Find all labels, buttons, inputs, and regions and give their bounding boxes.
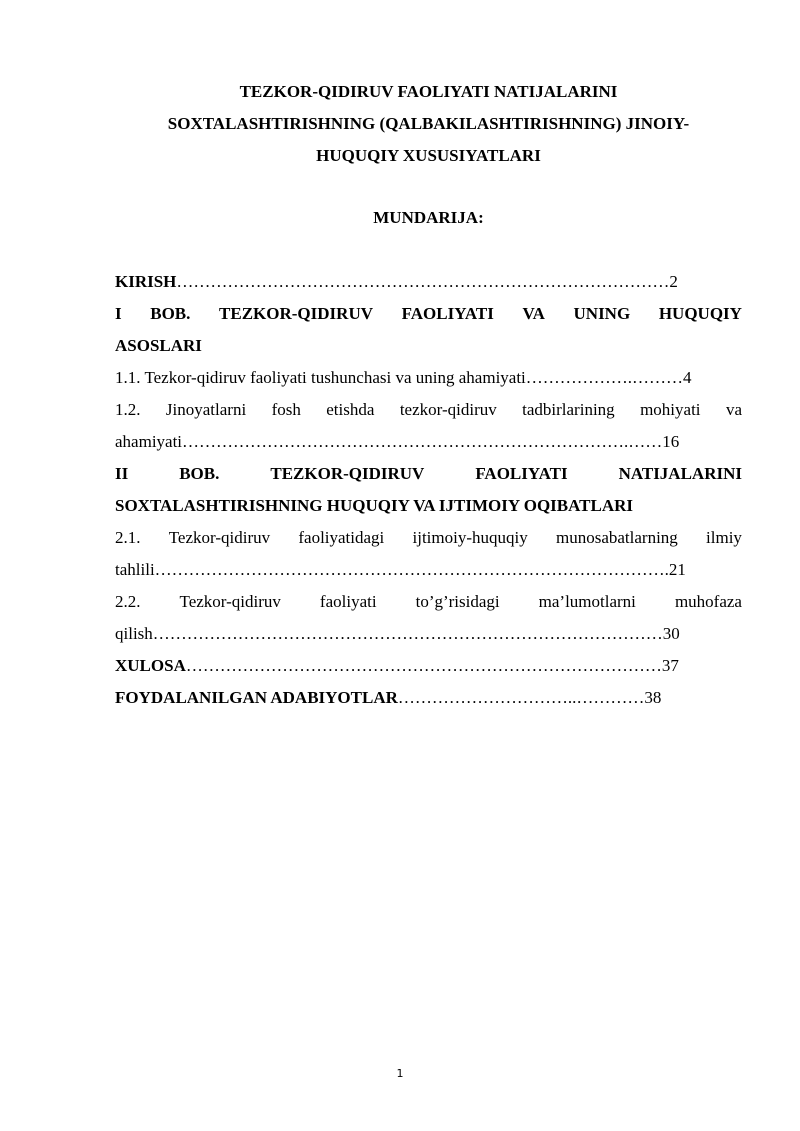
toc-section-2-1-word: ilmiy [706,528,742,547]
toc-chapter-2-word: TEZKOR-QIDIRUV [270,464,425,483]
toc-chapter-1-word: TEZKOR-QIDIRUV [219,304,373,323]
toc-entry-chapter-2 [115,458,742,490]
toc-chapter-2-line-2: SOXTALASHTIRISHNING HUQUQIY VA IJTIMOIY OQIBATLARI [115,496,633,515]
toc-references-label: FOYDALANILGAN ADABIYOTLAR [115,688,398,707]
toc-entry-section-2-1 [115,522,742,554]
toc-chapter-1-word: FAOLIYATI [401,304,494,323]
document-title [115,76,742,172]
toc-chapter-2-word: II [115,464,129,483]
toc-intro-label: KIRISH [115,272,177,291]
toc-chapter-1-word: UNING [573,304,631,323]
toc-entry-section-1-2 [115,394,742,426]
toc-conclusion-label: XULOSA [115,656,186,675]
toc-entry-chapter-1 [115,298,742,330]
toc-section-1-2-word: Jinoyatlarni [165,400,247,419]
toc-entry-section-1-1: 1.1. Tezkor-qidiruv faoliyati tushunchasi va uning ahamiyati……………….………4 [115,368,692,387]
contents-heading: MUNDARIJA: [373,208,484,227]
toc-section-1-2-word: tadbirlarining [522,400,615,419]
toc-references-leader: …………………………..…………38 [397,688,662,707]
toc-chapter-1-word: HUQUQIY [658,304,742,323]
toc-section-2-2-line-2: qilish………………………………………………………………………………30 [115,624,680,643]
toc-chapter-1-word: I [115,304,122,323]
toc-section-2-1-word: Tezkor-qidiruv [168,528,271,547]
toc-intro-leader: ……………………………………………………………………………2 [176,272,678,291]
toc-section-2-2-word: to’g’risidagi [415,592,500,611]
toc-entry-intro [115,266,742,298]
title-line-2: SOXTALASHTIRISHNING (QALBAKILASHTIRISHNING) JINOIY- [167,114,690,133]
toc-section-1-2-word: mohiyati [640,400,701,419]
toc-section-1-2-word: etishda [326,400,375,419]
toc-section-2-2-word: Tezkor-qidiruv [179,592,281,611]
toc-section-1-2-word: 1.2. [115,400,141,419]
toc-section-2-1-word: faoliyatidagi [298,528,385,547]
title-line-3: HUQUQIY XUSUSIYATLARI [316,146,541,165]
toc-section-2-1-word: 2.1. [115,528,141,547]
toc-section-2-1-line-2: tahlili……………………………………………………………………………….21 [115,560,686,579]
toc-entry-conclusion [115,650,742,682]
toc-chapter-2-word: BOB. [179,464,220,483]
toc-chapter-2-word: NATIJALARINI [618,464,742,483]
toc-section-2-2-word: faoliyati [319,592,377,611]
toc-section-2-2-word: muhofaza [674,592,742,611]
toc-section-2-1-word: munosabatlarning [555,528,678,547]
toc-conclusion-leader: …………………………………………………………………………37 [185,656,679,675]
toc-section-1-2-word: va [725,400,742,419]
page-number: 1 [396,1067,404,1080]
toc-section-2-2-word: 2.2. [115,592,141,611]
toc-entry-section-2-2 [115,586,742,618]
table-of-contents [115,266,742,714]
toc-chapter-1-word: BOB. [150,304,191,323]
toc-chapter-2-word: FAOLIYATI [475,464,568,483]
toc-section-2-1-word: ijtimoiy-huquqiy [412,528,528,547]
toc-section-1-2-line-2: ahamiyati…………………………………………………………………….……16 [115,432,680,451]
toc-chapter-1-line-2: ASOSLARI [115,336,202,355]
toc-section-2-2-word: ma’lumotlarni [538,592,636,611]
toc-section-1-2-word: fosh [271,400,301,419]
toc-chapter-1-word: VA [522,304,545,323]
toc-entry-references [115,682,742,714]
toc-section-1-2-word: tezkor-qidiruv [399,400,497,419]
title-line-1: TEZKOR-QIDIRUV FAOLIYATI NATIJALARINI [239,82,618,101]
